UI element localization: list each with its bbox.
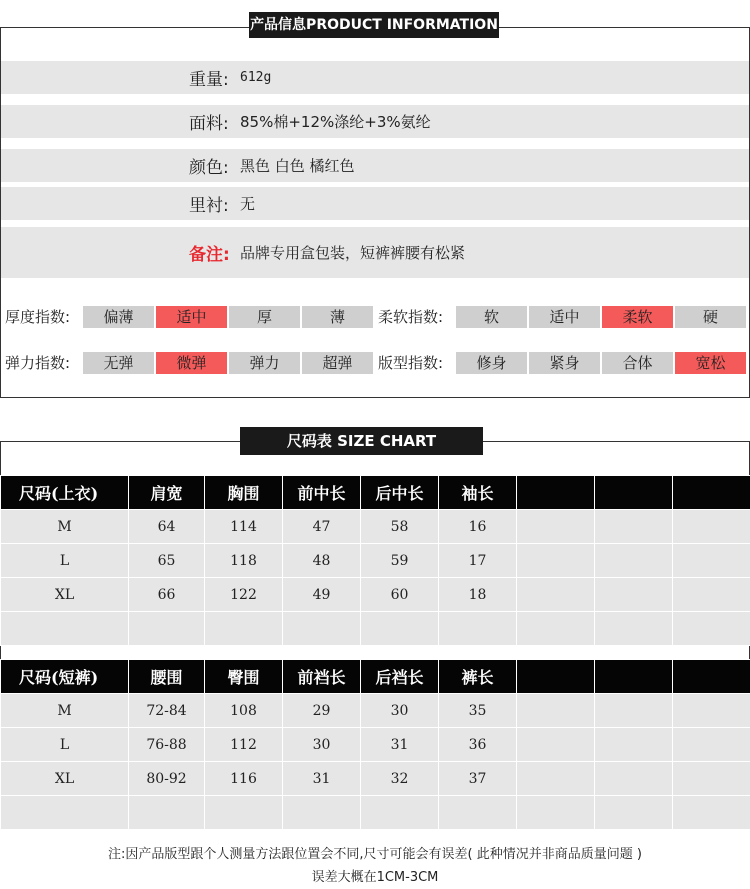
table-header [517,476,595,510]
table-cell: 30 [361,694,439,728]
index-row-elasticity [1,352,750,374]
table-cell [1,612,129,646]
table-cell [595,510,673,544]
table-cell: M [1,694,129,728]
table-header: 肩宽 [129,476,205,510]
index-option: 合体 [602,352,673,374]
table-cell [517,796,595,830]
table-cell [595,612,673,646]
size-disclaimer-note: 注:因产品版型跟个人测量方法跟位置会不同,尺寸可能会有误差( 此种情况并非商品质量问题 ) [108,847,642,862]
table-cell [283,796,361,830]
table-header [673,476,750,510]
table-cell [595,796,673,830]
table-cell [673,544,750,578]
table-cell: 36 [439,728,517,762]
table-cell: 65 [129,544,205,578]
table-cell [595,578,673,612]
size-error-range-note: 误差大概在1CM-3CM [311,870,439,885]
index-option: 硬 [675,306,746,328]
info-row-fabric [1,105,749,138]
table-header: 后裆长 [361,660,439,694]
table-cell [129,796,205,830]
table-row [1,728,750,762]
table-cell: 37 [439,762,517,796]
index-option: 厚 [229,306,300,328]
index-option: 弹力 [229,352,300,374]
table-header: 前中长 [283,476,361,510]
table-cell: 122 [205,578,283,612]
index-option: 超弹 [302,352,373,374]
table-cell: 108 [205,694,283,728]
table-row [1,796,750,830]
table-cell [205,612,283,646]
info-label: 重量: [189,70,229,90]
table-cell: 64 [129,510,205,544]
table-cell [517,762,595,796]
table-cell: 18 [439,578,517,612]
info-label: 颜色: [189,158,229,178]
table-cell: 58 [361,510,439,544]
table-header: 前裆长 [283,660,361,694]
table-cell [673,612,750,646]
table-header: 裤长 [439,660,517,694]
table-header-row [1,476,750,510]
table-header-row [1,660,750,694]
info-label: 面料: [189,114,229,134]
info-value: 85%棉+12%涤纶+3%氨纶 [240,113,431,131]
index-option: 软 [456,306,527,328]
table-row [1,694,750,728]
table-cell: 116 [205,762,283,796]
table-header: 尺码(上衣) [1,476,129,510]
table-cell: 35 [439,694,517,728]
table-cell: 60 [361,578,439,612]
table-cell [517,694,595,728]
index-option-selected: 柔软 [602,306,673,328]
index-option: 修身 [456,352,527,374]
table-row [1,510,750,544]
index-option-selected: 适中 [156,306,227,328]
size-table-bottom [0,659,750,830]
table-row [1,762,750,796]
table-cell: XL [1,578,129,612]
info-row-remark [1,227,749,278]
table-header: 袖长 [439,476,517,510]
table-header [595,660,673,694]
info-row-lining [1,187,749,220]
table-cell: M [1,510,129,544]
index-option-selected: 微弹 [156,352,227,374]
table-cell [517,612,595,646]
index-label: 厚度指数: [5,308,71,326]
info-value: 无 [240,195,256,213]
info-value: 品牌专用盒包装，短裤裤腰有松紧 [240,244,466,262]
table-cell [673,796,750,830]
table-cell: 49 [283,578,361,612]
table-cell: 59 [361,544,439,578]
table-cell: 47 [283,510,361,544]
product-info-panel [0,27,750,398]
table-cell [439,796,517,830]
table-cell [517,544,595,578]
index-option: 偏薄 [83,306,154,328]
table-header: 腰围 [129,660,205,694]
index-option: 无弹 [83,352,154,374]
table-cell [673,510,750,544]
index-option-selected: 宽松 [675,352,746,374]
table-cell [595,762,673,796]
table-cell [517,728,595,762]
table-cell [673,578,750,612]
index-row-thickness [1,306,750,328]
table-cell: XL [1,762,129,796]
table-cell: 17 [439,544,517,578]
table-cell [595,728,673,762]
table-header: 胸围 [205,476,283,510]
table-cell: 29 [283,694,361,728]
table-cell: 16 [439,510,517,544]
index-label: 柔软指数: [378,308,444,326]
table-row [1,578,750,612]
info-label: 里衬: [189,196,229,216]
table-row [1,544,750,578]
table-row [1,612,750,646]
table-cell [595,544,673,578]
table-cell: 30 [283,728,361,762]
index-option: 紧身 [529,352,600,374]
table-cell: 31 [361,728,439,762]
table-header [517,660,595,694]
table-cell [361,612,439,646]
table-header [595,476,673,510]
table-cell: 118 [205,544,283,578]
table-header: 后中长 [361,476,439,510]
table-header [673,660,750,694]
table-cell: L [1,544,129,578]
info-row-color [1,149,749,182]
table-cell: 66 [129,578,205,612]
table-cell: 114 [205,510,283,544]
table-cell [439,612,517,646]
table-cell: 112 [205,728,283,762]
size-chart-title: 尺码表 SIZE CHART [240,427,483,455]
table-cell [595,694,673,728]
table-cell [673,762,750,796]
table-cell [361,796,439,830]
index-option: 适中 [529,306,600,328]
table-cell [1,796,129,830]
table-cell [129,612,205,646]
info-value: 612g [240,70,272,85]
table-cell: 32 [361,762,439,796]
table-cell: 72-84 [129,694,205,728]
table-cell [673,694,750,728]
table-cell: L [1,728,129,762]
table-cell: 76-88 [129,728,205,762]
product-info-title: 产品信息PRODUCT INFORMATION [249,12,499,38]
table-cell: 48 [283,544,361,578]
info-label-remark: 备注: [189,245,230,265]
table-cell [517,578,595,612]
table-cell [283,612,361,646]
table-cell [673,728,750,762]
table-cell [205,796,283,830]
table-cell [517,510,595,544]
index-label: 弹力指数: [5,354,71,372]
table-cell: 31 [283,762,361,796]
info-value: 黑色 白色 橘红色 [240,157,355,175]
table-cell: 80-92 [129,762,205,796]
index-label: 版型指数: [378,354,444,372]
size-table-top [0,475,750,646]
table-header: 尺码(短裤) [1,660,129,694]
table-header: 臀围 [205,660,283,694]
info-row-weight [1,61,749,94]
index-option: 薄 [302,306,373,328]
